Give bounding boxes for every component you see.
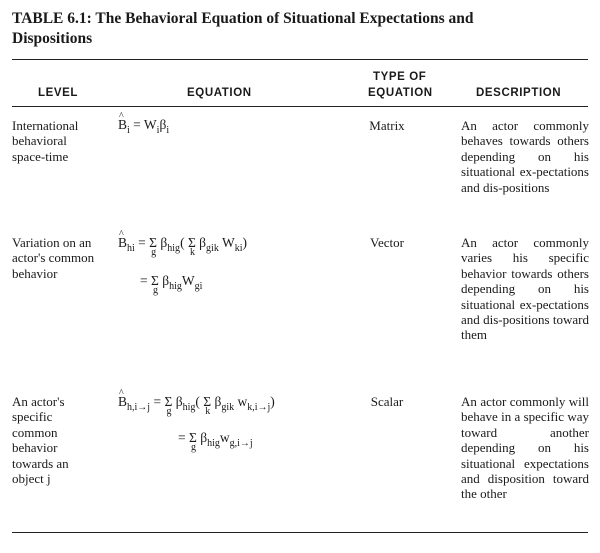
caption-line-1: TABLE 6.1: The Behavioral Equation of Situational Expectations and: [12, 10, 474, 27]
header-description: DESCRIPTION: [476, 87, 562, 99]
header-level: LEVEL: [38, 87, 79, 99]
row-1-description: An actor commonly behaves towards others depending on his situational ex-pectations and dis-positions: [461, 118, 589, 195]
row-3-description: An actor commonly will behave in a specific way toward another depending on his situational expectations and disposition toward the other: [461, 394, 589, 502]
top-rule: [12, 59, 588, 60]
row-3-equation-line1: ^ $B_{h,i\to j} = \Sigma$ g $\beta_{hig}$( Σ k $\beta_{gik}$ $w_{k,i\to j}$): [118, 394, 275, 409]
row-3-level: An actor's specific common behavior towards an object j: [12, 394, 69, 487]
header-type-line2: EQUATION: [368, 87, 433, 99]
row-2-description: An actor commonly varies his specific behavior towards others depending on his situational ex-pectations and dis-positions toward them: [461, 235, 589, 343]
row-2-equation-line1: ^ $B_{hi} = \Sigma$ g $\beta_{hig}$( Σ k $\beta_{gik}$ $W_{ki}$): [118, 235, 247, 250]
row-1-level: International behavioral space-time: [12, 118, 79, 164]
row-3-type: Scalar: [370, 394, 404, 409]
bottom-rule: [12, 532, 588, 533]
header-equation: EQUATION: [187, 87, 252, 99]
row-1-type: Matrix: [369, 118, 405, 133]
header-rule: [12, 106, 588, 107]
row-2-equation-line2: = Σ g $\beta_{hig}W_{gi}$: [140, 273, 203, 296]
row-3-equation-line2: = Σ g $\beta_{hig}w_{g,i\to j}$: [178, 430, 253, 453]
header-type-line1: TYPE OF: [373, 71, 427, 83]
row-1-equation: ^ $B_i = W_i\beta_i$: [118, 117, 169, 132]
table-caption: [12, 9, 572, 49]
row-2-type: Vector: [370, 235, 404, 250]
row-2-level: Variation on an actor's common behavior: [12, 235, 95, 281]
caption-line-2: Dispositions: [12, 30, 93, 47]
